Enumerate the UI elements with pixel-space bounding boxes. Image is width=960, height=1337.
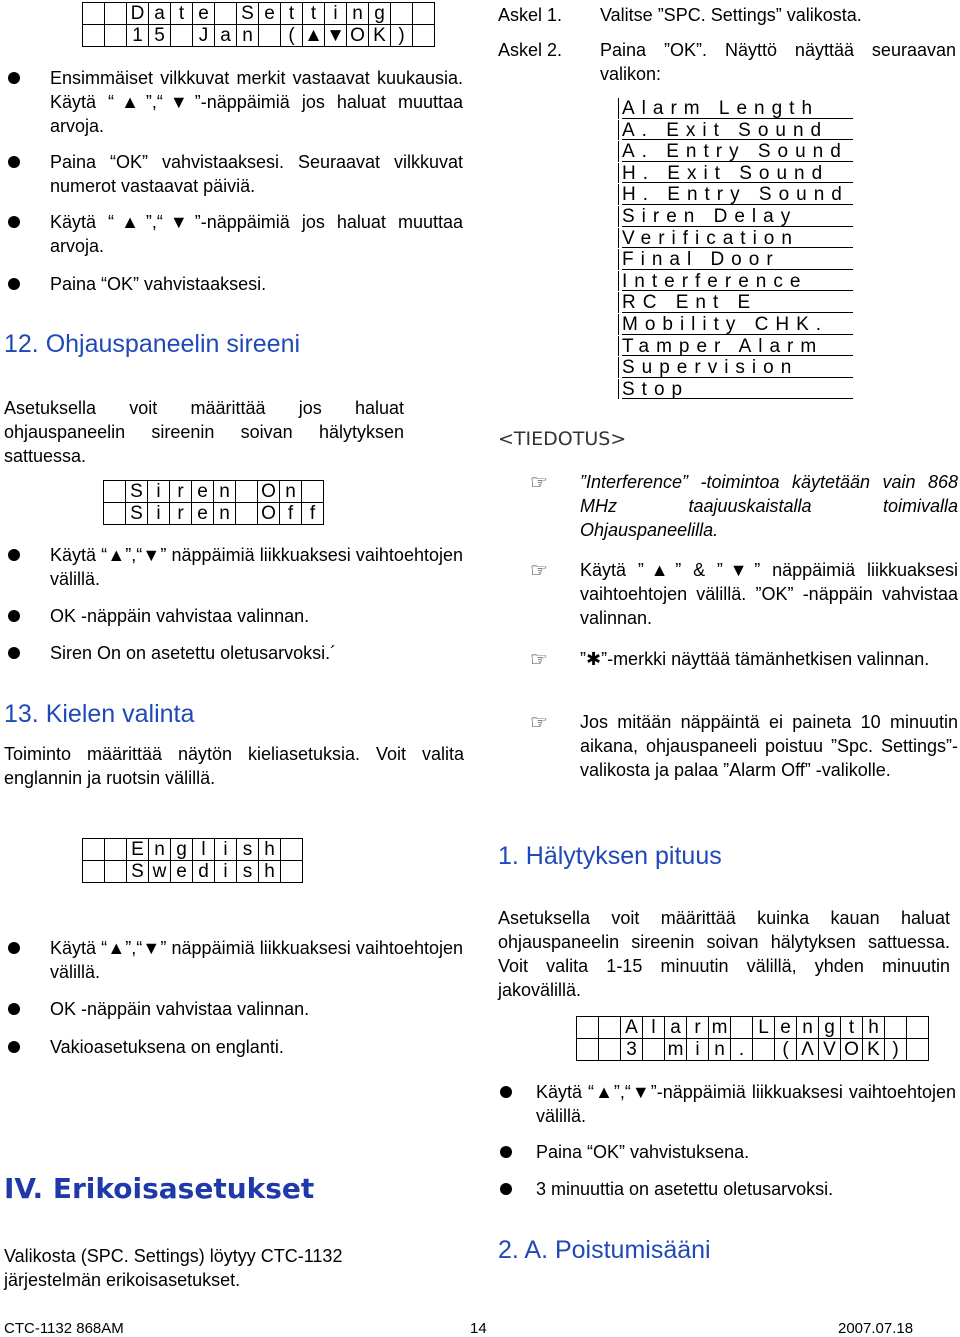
menu-item: H. Entry Sound <box>622 184 849 206</box>
menu-item: A. Entry Sound <box>622 141 848 163</box>
lcd-cell: ) <box>391 25 413 47</box>
lcd-cell: l <box>193 839 215 861</box>
lcd-cell <box>83 861 105 883</box>
section-2a-title: 2. A. Poistumisääni <box>498 1236 711 1264</box>
bullet-item <box>8 272 463 296</box>
bullet-dot-icon <box>8 942 20 954</box>
lcd-cell: e <box>259 3 281 25</box>
lcd-cell: K <box>863 1039 885 1061</box>
lcd-cell: h <box>259 861 281 883</box>
lcd-cell: ( <box>775 1039 797 1061</box>
lcd-cell: i <box>687 1039 709 1061</box>
lcd-cell: d <box>193 861 215 883</box>
lcd-cell: r <box>687 1017 709 1039</box>
lcd-cell: ( <box>281 25 303 47</box>
lcd-cell: a <box>149 3 171 25</box>
bullet-item <box>8 641 463 665</box>
menu-item: Verification <box>622 228 849 250</box>
lcd-cell: w <box>149 861 171 883</box>
pointing-hand-icon: ☞ <box>530 712 548 734</box>
bullet-dot-icon <box>8 1003 20 1015</box>
lcd-cell: i <box>148 481 170 503</box>
lcd-cell: E <box>127 839 149 861</box>
lcd-cell: f <box>280 503 302 525</box>
siren-display <box>103 480 324 525</box>
bullet-dot-icon <box>8 549 20 561</box>
bullet-text: Ensimmäiset vilkkuvat merkit vastaavat kuukausia. Käytä “▲”,“▼”-näppäimiä jos haluat muuttaa arvoja. <box>50 68 463 136</box>
lcd-cell: t <box>303 3 325 25</box>
lcd-cell <box>259 25 281 47</box>
lcd-cell: e <box>193 3 215 25</box>
lcd-cell: s <box>237 839 259 861</box>
section-12-text: Asetuksella voit määrittää jos haluat ohjauspaneelin sireenin soivan hälytyksen sattuessa. <box>4 398 404 466</box>
bullet-dot-icon <box>8 647 20 659</box>
lcd-cell <box>885 1017 907 1039</box>
note-item <box>530 647 958 671</box>
lcd-cell: m <box>709 1017 731 1039</box>
lcd-cell: i <box>148 503 170 525</box>
lcd-cell: n <box>149 839 171 861</box>
lcd-cell <box>281 861 303 883</box>
lcd-cell: K <box>369 25 391 47</box>
menu-item: Tamper Alarm <box>622 336 849 358</box>
menu-item: RC Ent E <box>622 292 849 314</box>
lcd-cell: s <box>237 861 259 883</box>
lcd-cell <box>577 1039 599 1061</box>
lcd-cell: ) <box>885 1039 907 1061</box>
bullet-item <box>500 1080 956 1128</box>
lcd-cell <box>236 481 258 503</box>
menu-item: H. Exit Sound <box>622 163 849 185</box>
language-display <box>82 838 303 883</box>
lcd-cell <box>391 3 413 25</box>
bullet-text: Paina “OK” vahvistaaksesi. Seuraavat vilkkuvat numerot vastaavat päiviä. <box>50 152 463 196</box>
lcd-cell <box>105 25 127 47</box>
bullet-text: Käytä “▲”,“▼”-näppäimiä liikkuaksesi vaihtoehtojen välillä. <box>536 1082 956 1126</box>
bullet-text: Vakioasetuksena on englanti. <box>50 1037 284 1057</box>
menu-item: Interference <box>622 271 849 293</box>
bullet-item <box>8 604 463 628</box>
section-13-text: Toiminto määrittää näytön kieliasetuksia. Voit valita englannin ja ruotsin välillä. <box>4 744 464 788</box>
note-label: <TIEDOTUS> <box>498 428 627 450</box>
menu-item: Supervision <box>622 357 849 379</box>
step-1-label: Askel 1. <box>498 5 563 25</box>
lcd-cell <box>105 861 127 883</box>
lcd-cell <box>83 3 105 25</box>
lcd-cell: n <box>214 481 236 503</box>
bullet-text: 3 minuuttia on asetettu oletusarvoksi. <box>536 1179 834 1199</box>
lcd-cell: ▲ <box>304 25 323 46</box>
lcd-cell <box>105 839 127 861</box>
lcd-cell: i <box>325 3 347 25</box>
bullet-dot-icon <box>8 216 20 228</box>
section-1-title: 1. Hälytyksen pituus <box>498 842 722 870</box>
lcd-cell <box>104 503 126 525</box>
section-12-title: 12. Ohjauspaneelin sireeni <box>4 330 301 358</box>
lcd-cell: i <box>215 861 237 883</box>
menu-item: A. Exit Sound <box>622 120 849 142</box>
lcd-cell <box>907 1017 929 1039</box>
lcd-cell: J <box>193 25 215 47</box>
lcd-cell: e <box>171 861 193 883</box>
lcd-cell: t <box>281 3 303 25</box>
lcd-cell: t <box>841 1017 863 1039</box>
bullet-item <box>8 210 463 258</box>
bullet-dot-icon <box>8 1041 20 1053</box>
bullet-text: Paina “OK” vahvistaaksesi. <box>50 274 267 294</box>
lcd-cell: g <box>171 839 193 861</box>
lcd-cell <box>753 1039 775 1061</box>
lcd-cell: O <box>258 481 280 503</box>
lcd-cell <box>105 3 127 25</box>
lcd-cell <box>907 1039 929 1061</box>
lcd-cell: . <box>731 1039 753 1061</box>
lcd-cell: n <box>709 1039 731 1061</box>
bullet-text: Käytä “▲”,“▼” näppäimiä liikkuaksesi vaihtoehtojen välillä. <box>50 938 463 982</box>
lcd-cell <box>236 503 258 525</box>
lcd-cell <box>281 839 303 861</box>
lcd-cell: O <box>841 1039 863 1061</box>
lcd-cell <box>413 25 435 47</box>
bullet-item <box>8 936 463 984</box>
pointing-hand-icon: ☞ <box>530 649 548 671</box>
lcd-cell: L <box>753 1017 775 1039</box>
lcd-cell: r <box>170 503 192 525</box>
lcd-cell <box>171 25 193 47</box>
bullet-dot-icon <box>500 1183 512 1195</box>
lcd-cell: O <box>347 25 369 47</box>
lcd-cell <box>413 3 435 25</box>
lcd-cell: f <box>302 503 324 525</box>
lcd-cell <box>599 1039 621 1061</box>
bullet-text: Käytä “▲”,“▼” näppäimiä liikkuaksesi vaihtoehtojen välillä. <box>50 545 463 589</box>
bullet-item <box>500 1140 956 1164</box>
lcd-cell: ▼ <box>326 25 345 46</box>
lcd-cell <box>215 3 237 25</box>
menu-item: Siren Delay <box>622 206 849 228</box>
footer-model: CTC-1132 868AM <box>4 1320 124 1337</box>
section-13-title: 13. Kielen valinta <box>4 700 195 728</box>
lcd-cell: O <box>258 503 280 525</box>
lcd-cell: A <box>621 1017 643 1039</box>
note-item <box>530 558 958 630</box>
menu-item: Stop <box>622 379 849 401</box>
bullet-item <box>8 66 463 138</box>
section-iv-title: IV. Erikoisasetukset <box>4 1172 315 1205</box>
bullet-dot-icon <box>8 72 20 84</box>
lcd-cell: D <box>127 3 149 25</box>
bullet-dot-icon <box>500 1146 512 1158</box>
lcd-cell: g <box>369 3 391 25</box>
lcd-cell <box>643 1039 665 1061</box>
note-item <box>530 710 958 782</box>
spc-settings-menu <box>622 98 849 400</box>
note-item <box>530 470 958 542</box>
note-text: Käytä ”▲” & ”▼” näppäimiä liikkuaksesi vaihtoehtojen välillä. ”OK” -näppäin vahvistaa valinnan. <box>580 560 958 628</box>
bullet-dot-icon <box>8 278 20 290</box>
lcd-cell <box>599 1017 621 1039</box>
bullet-item <box>8 150 463 198</box>
alarm-length-display <box>576 1016 929 1061</box>
lcd-cell: r <box>170 481 192 503</box>
bullet-item <box>8 997 463 1021</box>
menu-item: Mobility CHK. <box>622 314 849 336</box>
lcd-cell <box>83 839 105 861</box>
lcd-cell: l <box>643 1017 665 1039</box>
lcd-cell: n <box>797 1017 819 1039</box>
lcd-cell: m <box>665 1039 687 1061</box>
bullet-text: Paina “OK” vahvistuksena. <box>536 1142 750 1162</box>
lcd-cell: a <box>665 1017 687 1039</box>
lcd-cell: t <box>171 3 193 25</box>
bullet-text: OK -näppäin vahvistaa valinnan. <box>50 999 310 1019</box>
lcd-cell: n <box>237 25 259 47</box>
bullet-text: Käytä “▲”,“▼”-näppäimiä jos haluat muuttaa arvoja. <box>50 212 463 256</box>
bullet-dot-icon <box>8 610 20 622</box>
lcd-cell: 5 <box>149 25 171 47</box>
bullet-item <box>500 1177 956 1201</box>
section-1-text: Asetuksella voit määrittää kuinka kauan haluat ohjauspaneelin sireenin soivan hälytyksen sattuessa. Voit valita 1-15 minuutin välillä, yhden minuutin jakovälillä. <box>498 908 950 1000</box>
lcd-cell: n <box>214 503 236 525</box>
lcd-cell: e <box>775 1017 797 1039</box>
lcd-cell <box>302 481 324 503</box>
step-2-text: Paina ”OK”. Näyttö näyttää seuraavan valikon: <box>600 40 956 84</box>
lcd-cell: a <box>215 25 237 47</box>
pointing-hand-icon: ☞ <box>530 472 548 494</box>
bullet-dot-icon <box>500 1086 512 1098</box>
lcd-cell: 3 <box>621 1039 643 1061</box>
lcd-cell: S <box>126 503 148 525</box>
lcd-cell <box>104 481 126 503</box>
menu-item: Alarm Length <box>622 98 849 120</box>
footer-date: 2007.07.18 <box>838 1320 914 1337</box>
bullet-text: OK -näppäin vahvistaa valinnan. <box>50 606 310 626</box>
section-iv-text: Valikosta (SPC. Settings) löytyy CTC-1132 järjestelmän erikoisasetukset. <box>4 1246 343 1290</box>
lcd-cell: S <box>237 3 259 25</box>
lcd-cell: h <box>863 1017 885 1039</box>
lcd-cell: n <box>280 481 302 503</box>
bullet-text: Siren On on asetettu oletusarvoksi.´ <box>50 643 337 663</box>
lcd-cell: g <box>819 1017 841 1039</box>
bullet-item <box>8 1035 463 1059</box>
lcd-cell: S <box>126 481 148 503</box>
lcd-cell <box>577 1017 599 1039</box>
note-text: ”Interference” -toimintoa käytetään vain 868 MHz taajuuskaistalla toimivalla Ohjauspaneelilla. <box>580 472 958 540</box>
pointing-hand-icon: ☞ <box>530 560 548 582</box>
lcd-cell: e <box>192 503 214 525</box>
lcd-cell: e <box>192 481 214 503</box>
bullet-dot-icon <box>8 156 20 168</box>
lcd-cell: i <box>215 839 237 861</box>
lcd-cell: S <box>127 861 149 883</box>
footer-page-number: 14 <box>470 1320 487 1337</box>
step-1-text: Valitse ”SPC. Settings” valikosta. <box>600 5 862 25</box>
bullet-item <box>8 543 463 591</box>
lcd-cell <box>83 25 105 47</box>
menu-item: Final Door <box>622 249 849 271</box>
date-setting-display <box>82 2 435 47</box>
step-2-label: Askel 2. <box>498 40 563 60</box>
lcd-cell: h <box>259 839 281 861</box>
note-text: Jos mitään näppäintä ei paineta 10 minuutin aikana, ohjauspaneeli poistuu ”Spc. Settings”-valikosta ja palaa ”Alarm Off” -valikolle. <box>580 712 958 780</box>
lcd-cell: n <box>347 3 369 25</box>
note-text: ”✱”-merkki näyttää tämänhetkisen valinnan. <box>580 649 930 669</box>
lcd-cell: V <box>819 1039 841 1061</box>
lcd-cell: Λ <box>797 1039 819 1061</box>
lcd-cell <box>731 1017 753 1039</box>
lcd-cell: 1 <box>127 25 149 47</box>
